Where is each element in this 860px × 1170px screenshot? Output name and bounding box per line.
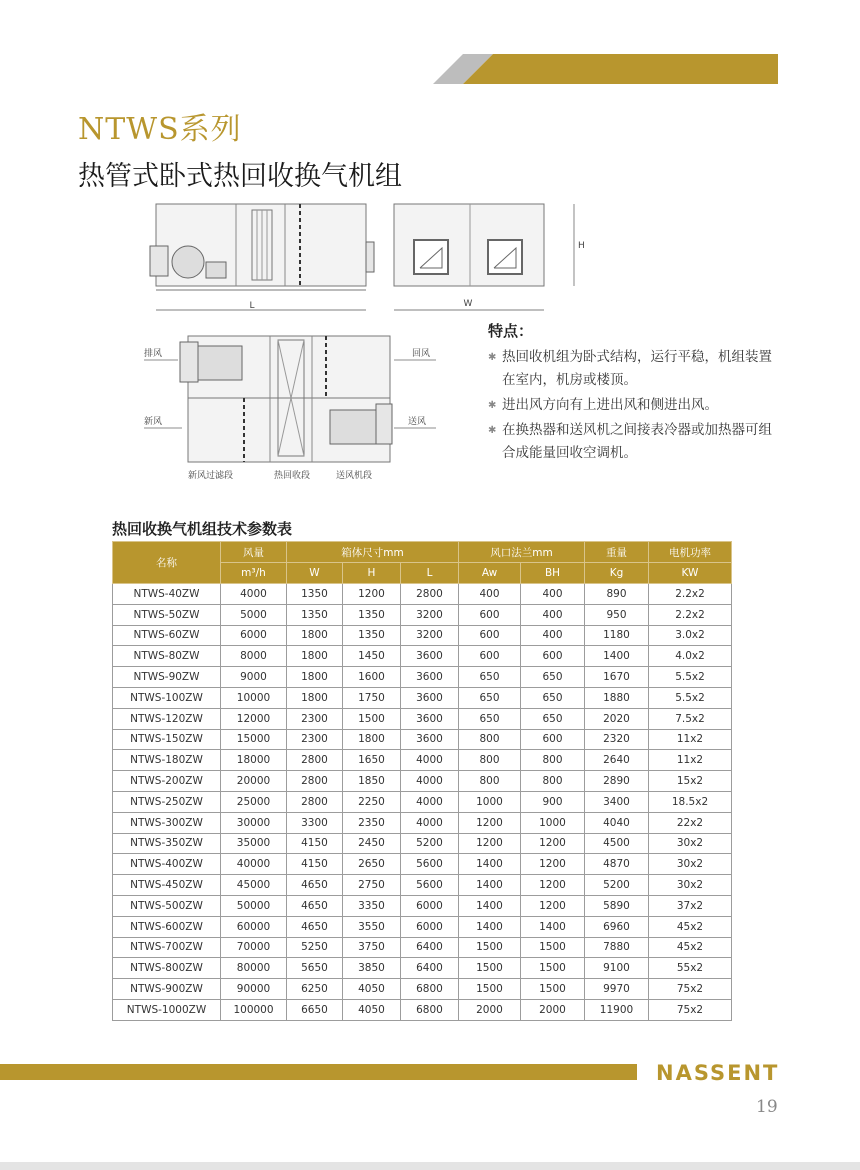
table-cell: 5650 bbox=[287, 958, 343, 979]
table-row bbox=[113, 999, 732, 1020]
table-row bbox=[113, 604, 732, 625]
table-cell: 1200 bbox=[343, 584, 401, 605]
table-cell: NTWS-250ZW bbox=[113, 791, 221, 812]
footer-gold-bar bbox=[0, 1064, 637, 1080]
table-cell: 2750 bbox=[343, 875, 401, 896]
feature-item: ✱ 热回收机组为卧式结构，运行平稳，机组装置在室内，机房或楼顶。 bbox=[488, 346, 778, 392]
table-cell: 1000 bbox=[459, 791, 521, 812]
unit-l: L bbox=[401, 563, 459, 584]
table-cell: 22x2 bbox=[649, 812, 732, 833]
table-cell: 1000 bbox=[521, 812, 585, 833]
table-cell: NTWS-300ZW bbox=[113, 812, 221, 833]
table-cell: 45000 bbox=[221, 875, 287, 896]
table-cell: 3200 bbox=[401, 625, 459, 646]
table-cell: 7880 bbox=[585, 937, 649, 958]
header-gold-bar bbox=[463, 54, 778, 84]
table-cell: 2.2x2 bbox=[649, 584, 732, 605]
table-cell: 1350 bbox=[343, 604, 401, 625]
table-cell: 75x2 bbox=[649, 979, 732, 1000]
table-cell: 1850 bbox=[343, 771, 401, 792]
table-cell: NTWS-80ZW bbox=[113, 646, 221, 667]
table-cell: 2650 bbox=[343, 854, 401, 875]
table-cell: 9000 bbox=[221, 667, 287, 688]
table-cell: 9100 bbox=[585, 958, 649, 979]
table-row bbox=[113, 812, 732, 833]
table-cell: 1500 bbox=[521, 979, 585, 1000]
table-cell: 2320 bbox=[585, 729, 649, 750]
table-cell: NTWS-100ZW bbox=[113, 687, 221, 708]
table-cell: 1600 bbox=[343, 667, 401, 688]
table-cell: 4000 bbox=[221, 584, 287, 605]
table-cell: NTWS-40ZW bbox=[113, 584, 221, 605]
table-cell: 15000 bbox=[221, 729, 287, 750]
table-cell: 400 bbox=[521, 584, 585, 605]
table-cell: 1200 bbox=[521, 854, 585, 875]
table-cell: 6000 bbox=[401, 916, 459, 937]
table-cell: 2800 bbox=[287, 771, 343, 792]
front-view-drawing bbox=[388, 198, 588, 320]
table-cell: NTWS-600ZW bbox=[113, 916, 221, 937]
table-cell: NTWS-180ZW bbox=[113, 750, 221, 771]
table-row bbox=[113, 687, 732, 708]
table-cell: 4040 bbox=[585, 812, 649, 833]
table-cell: NTWS-900ZW bbox=[113, 979, 221, 1000]
header-weight: 重量 bbox=[585, 542, 649, 563]
table-cell: NTWS-350ZW bbox=[113, 833, 221, 854]
table-title: 热回收换气机组技术参数表 bbox=[112, 520, 293, 538]
table-row bbox=[113, 646, 732, 667]
table-cell: 4000 bbox=[401, 791, 459, 812]
table-cell: 890 bbox=[585, 584, 649, 605]
table-cell: 600 bbox=[459, 604, 521, 625]
table-cell: NTWS-50ZW bbox=[113, 604, 221, 625]
unit-bh: BH bbox=[521, 563, 585, 584]
table-cell: 1200 bbox=[521, 895, 585, 916]
table-cell: 20000 bbox=[221, 771, 287, 792]
table-cell: 600 bbox=[459, 625, 521, 646]
table-cell: 4000 bbox=[401, 750, 459, 771]
table-cell: 2640 bbox=[585, 750, 649, 771]
exhaust-air-label: 排风 bbox=[144, 349, 163, 359]
table-cell: NTWS-150ZW bbox=[113, 729, 221, 750]
table-cell: NTWS-200ZW bbox=[113, 771, 221, 792]
plan-view-drawing bbox=[140, 332, 440, 484]
table-cell: 5000 bbox=[221, 604, 287, 625]
table-cell: 3600 bbox=[401, 646, 459, 667]
table-cell: 100000 bbox=[221, 999, 287, 1020]
footer-gray-strip bbox=[0, 1162, 860, 1170]
table-cell: NTWS-60ZW bbox=[113, 625, 221, 646]
table-cell: 30x2 bbox=[649, 833, 732, 854]
unit-w: W bbox=[287, 563, 343, 584]
table-cell: 1200 bbox=[521, 875, 585, 896]
table-cell: 1400 bbox=[459, 916, 521, 937]
table-row bbox=[113, 979, 732, 1000]
table-cell: 11x2 bbox=[649, 729, 732, 750]
table-cell: 1800 bbox=[287, 687, 343, 708]
table-header-row bbox=[113, 542, 732, 563]
header-power: 电机功率 bbox=[649, 542, 732, 563]
table-cell: 5250 bbox=[287, 937, 343, 958]
table-cell: 400 bbox=[521, 625, 585, 646]
table-cell: 650 bbox=[521, 687, 585, 708]
table-row bbox=[113, 584, 732, 605]
table-cell: 2.2x2 bbox=[649, 604, 732, 625]
table-cell: 1800 bbox=[287, 646, 343, 667]
table-cell: 60000 bbox=[221, 916, 287, 937]
table-row bbox=[113, 791, 732, 812]
table-cell: 2800 bbox=[287, 791, 343, 812]
table-cell: 650 bbox=[521, 708, 585, 729]
table-cell: 2000 bbox=[459, 999, 521, 1020]
header-flange: 风口法兰mm bbox=[459, 542, 585, 563]
feature-item: ✱ 进出风方向有上进出风和侧进出风。 bbox=[488, 394, 778, 417]
table-cell: 3600 bbox=[401, 687, 459, 708]
table-cell: 950 bbox=[585, 604, 649, 625]
header-airflow: 风量 bbox=[221, 542, 287, 563]
table-cell: 800 bbox=[459, 771, 521, 792]
table-cell: 1500 bbox=[343, 708, 401, 729]
table-cell: 800 bbox=[459, 750, 521, 771]
table-cell: 2000 bbox=[521, 999, 585, 1020]
table-cell: 8000 bbox=[221, 646, 287, 667]
unit-aw: Aw bbox=[459, 563, 521, 584]
table-cell: 4050 bbox=[343, 999, 401, 1020]
table-cell: 30x2 bbox=[649, 854, 732, 875]
table-cell: 4150 bbox=[287, 833, 343, 854]
features-list bbox=[488, 346, 778, 467]
table-cell: 1200 bbox=[521, 833, 585, 854]
table-cell: 650 bbox=[459, 667, 521, 688]
recovery-section-label: 热回收段 bbox=[274, 471, 311, 481]
table-cell: 80000 bbox=[221, 958, 287, 979]
table-cell: 4000 bbox=[401, 771, 459, 792]
table-cell: NTWS-1000ZW bbox=[113, 999, 221, 1020]
table-cell: 6000 bbox=[221, 625, 287, 646]
table-cell: 3350 bbox=[343, 895, 401, 916]
table-cell: 800 bbox=[521, 750, 585, 771]
table-cell: 400 bbox=[459, 584, 521, 605]
table-cell: NTWS-500ZW bbox=[113, 895, 221, 916]
series-title: NTWS系列 bbox=[78, 112, 242, 147]
table-row bbox=[113, 854, 732, 875]
features-title: 特点： bbox=[488, 322, 534, 340]
table-cell: 2800 bbox=[287, 750, 343, 771]
table-cell: 6400 bbox=[401, 937, 459, 958]
spec-table-body bbox=[113, 584, 732, 1021]
table-cell: NTWS-700ZW bbox=[113, 937, 221, 958]
table-cell: NTWS-450ZW bbox=[113, 875, 221, 896]
table-cell: 650 bbox=[459, 687, 521, 708]
table-cell: 5.5x2 bbox=[649, 687, 732, 708]
table-cell: NTWS-90ZW bbox=[113, 667, 221, 688]
header-box-size: 箱体尺寸mm bbox=[287, 542, 459, 563]
table-cell: 15x2 bbox=[649, 771, 732, 792]
table-cell: 1400 bbox=[459, 875, 521, 896]
table-cell: 4000 bbox=[401, 812, 459, 833]
table-row bbox=[113, 729, 732, 750]
supply-air-label: 送风 bbox=[408, 417, 427, 427]
table-cell: 1750 bbox=[343, 687, 401, 708]
table-cell: 11900 bbox=[585, 999, 649, 1020]
dim-h-label: H bbox=[578, 241, 585, 251]
table-cell: 4650 bbox=[287, 916, 343, 937]
table-cell: 1180 bbox=[585, 625, 649, 646]
table-row bbox=[113, 895, 732, 916]
table-cell: 9970 bbox=[585, 979, 649, 1000]
bullet-icon: ✱ bbox=[488, 352, 497, 363]
filter-section-label: 新风过滤段 bbox=[188, 471, 234, 481]
table-cell: 4500 bbox=[585, 833, 649, 854]
table-row bbox=[113, 833, 732, 854]
table-cell: 1670 bbox=[585, 667, 649, 688]
table-cell: 2300 bbox=[287, 708, 343, 729]
unit-power: KW bbox=[649, 563, 732, 584]
table-cell: 3600 bbox=[401, 729, 459, 750]
table-cell: 1650 bbox=[343, 750, 401, 771]
table-cell: 37x2 bbox=[649, 895, 732, 916]
table-cell: 4050 bbox=[343, 979, 401, 1000]
table-cell: 6800 bbox=[401, 979, 459, 1000]
unit-weight: Kg bbox=[585, 563, 649, 584]
side-view-drawing bbox=[140, 198, 380, 320]
page-title: 热管式卧式热回收换气机组 bbox=[78, 161, 402, 192]
table-cell: 3400 bbox=[585, 791, 649, 812]
table-cell: 3850 bbox=[343, 958, 401, 979]
table-cell: 1400 bbox=[585, 646, 649, 667]
table-cell: 1500 bbox=[459, 979, 521, 1000]
table-row bbox=[113, 875, 732, 896]
feature-item: ✱ 在换热器和送风机之间接表冷器或加热器可组合成能量回收空调机。 bbox=[488, 419, 778, 465]
header-name: 名称 bbox=[113, 542, 221, 584]
table-cell: 70000 bbox=[221, 937, 287, 958]
fan-section-label: 送风机段 bbox=[336, 471, 373, 481]
table-cell: 6250 bbox=[287, 979, 343, 1000]
unit-h: H bbox=[343, 563, 401, 584]
table-cell: 800 bbox=[521, 771, 585, 792]
table-cell: 4870 bbox=[585, 854, 649, 875]
dim-w-label: W bbox=[463, 299, 473, 309]
table-cell: 12000 bbox=[221, 708, 287, 729]
table-cell: 2800 bbox=[401, 584, 459, 605]
table-cell: 800 bbox=[459, 729, 521, 750]
table-cell: 4650 bbox=[287, 875, 343, 896]
table-cell: 1500 bbox=[459, 937, 521, 958]
table-cell: 600 bbox=[521, 646, 585, 667]
table-cell: 3550 bbox=[343, 916, 401, 937]
table-cell: 50000 bbox=[221, 895, 287, 916]
table-cell: NTWS-400ZW bbox=[113, 854, 221, 875]
table-cell: 4150 bbox=[287, 854, 343, 875]
table-cell: 600 bbox=[459, 646, 521, 667]
table-row bbox=[113, 667, 732, 688]
table-cell: 1350 bbox=[343, 625, 401, 646]
table-cell: 40000 bbox=[221, 854, 287, 875]
bullet-icon: ✱ bbox=[488, 400, 497, 411]
table-cell: NTWS-800ZW bbox=[113, 958, 221, 979]
table-cell: 30000 bbox=[221, 812, 287, 833]
table-cell: 45x2 bbox=[649, 916, 732, 937]
table-cell: 2020 bbox=[585, 708, 649, 729]
table-cell: 1350 bbox=[287, 604, 343, 625]
table-cell: 1400 bbox=[459, 854, 521, 875]
table-cell: 1350 bbox=[287, 584, 343, 605]
table-cell: 5600 bbox=[401, 854, 459, 875]
table-cell: 90000 bbox=[221, 979, 287, 1000]
table-cell: 25000 bbox=[221, 791, 287, 812]
table-cell: 5890 bbox=[585, 895, 649, 916]
table-cell: 4650 bbox=[287, 895, 343, 916]
table-cell: 1400 bbox=[521, 916, 585, 937]
table-cell: 2300 bbox=[287, 729, 343, 750]
table-cell: 2450 bbox=[343, 833, 401, 854]
table-cell: 3600 bbox=[401, 708, 459, 729]
table-cell: 650 bbox=[459, 708, 521, 729]
table-cell: 3600 bbox=[401, 667, 459, 688]
spec-table bbox=[112, 541, 732, 1021]
table-row bbox=[113, 937, 732, 958]
fresh-air-label: 新风 bbox=[144, 417, 163, 427]
bullet-icon: ✱ bbox=[488, 425, 497, 436]
table-cell: 5200 bbox=[401, 833, 459, 854]
table-cell: 6960 bbox=[585, 916, 649, 937]
table-cell: 2350 bbox=[343, 812, 401, 833]
table-cell: 3200 bbox=[401, 604, 459, 625]
table-cell: 11x2 bbox=[649, 750, 732, 771]
table-row bbox=[113, 708, 732, 729]
table-row bbox=[113, 750, 732, 771]
table-cell: 35000 bbox=[221, 833, 287, 854]
table-cell: 1500 bbox=[459, 958, 521, 979]
table-cell: 1450 bbox=[343, 646, 401, 667]
table-row bbox=[113, 625, 732, 646]
table-cell: 1800 bbox=[287, 667, 343, 688]
table-cell: 900 bbox=[521, 791, 585, 812]
table-cell: 18000 bbox=[221, 750, 287, 771]
return-air-label: 回风 bbox=[412, 349, 431, 359]
table-cell: 3.0x2 bbox=[649, 625, 732, 646]
table-cell: 30x2 bbox=[649, 875, 732, 896]
table-cell: 2250 bbox=[343, 791, 401, 812]
table-cell: 1500 bbox=[521, 958, 585, 979]
page-number: 19 bbox=[756, 1097, 778, 1117]
table-cell: 75x2 bbox=[649, 999, 732, 1020]
table-cell: 1400 bbox=[459, 895, 521, 916]
dim-l-label: L bbox=[249, 301, 255, 311]
table-cell: 45x2 bbox=[649, 937, 732, 958]
table-cell: 6000 bbox=[401, 895, 459, 916]
table-cell: 1880 bbox=[585, 687, 649, 708]
table-cell: 5200 bbox=[585, 875, 649, 896]
table-cell: 10000 bbox=[221, 687, 287, 708]
table-row bbox=[113, 958, 732, 979]
brand-logo: NASSENT bbox=[656, 1061, 780, 1085]
table-cell: 1500 bbox=[521, 937, 585, 958]
table-cell: 600 bbox=[521, 729, 585, 750]
table-cell: 400 bbox=[521, 604, 585, 625]
table-row bbox=[113, 916, 732, 937]
table-cell: 1200 bbox=[459, 812, 521, 833]
table-cell: 1200 bbox=[459, 833, 521, 854]
table-cell: 6400 bbox=[401, 958, 459, 979]
table-cell: 18.5x2 bbox=[649, 791, 732, 812]
table-cell: 650 bbox=[521, 667, 585, 688]
table-cell: 6650 bbox=[287, 999, 343, 1020]
table-cell: 3300 bbox=[287, 812, 343, 833]
table-cell: 5.5x2 bbox=[649, 667, 732, 688]
table-cell: 4.0x2 bbox=[649, 646, 732, 667]
table-cell: NTWS-120ZW bbox=[113, 708, 221, 729]
table-cell: 1800 bbox=[343, 729, 401, 750]
table-cell: 55x2 bbox=[649, 958, 732, 979]
table-cell: 3750 bbox=[343, 937, 401, 958]
table-cell: 7.5x2 bbox=[649, 708, 732, 729]
table-cell: 6800 bbox=[401, 999, 459, 1020]
table-cell: 1800 bbox=[287, 625, 343, 646]
table-row bbox=[113, 771, 732, 792]
table-cell: 2890 bbox=[585, 771, 649, 792]
unit-airflow: m³/h bbox=[221, 563, 287, 584]
table-cell: 5600 bbox=[401, 875, 459, 896]
